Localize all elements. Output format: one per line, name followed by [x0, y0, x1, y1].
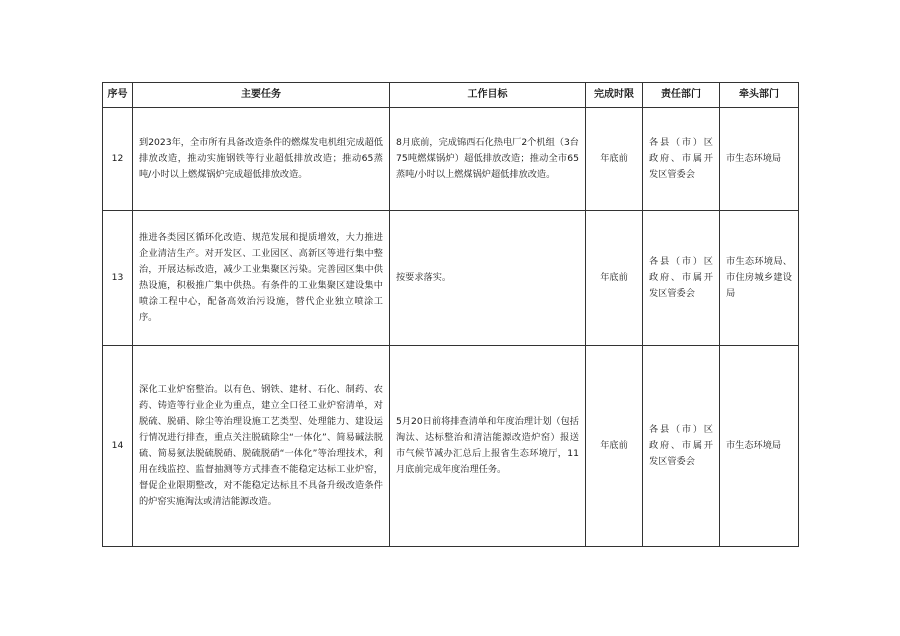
- header-lead: 牵头部门: [720, 83, 799, 108]
- row-responsible: 各县（市）区政府、市属开发区管委会: [643, 346, 720, 547]
- row-task: 深化工业炉窑整治。以有色、钢铁、建材、石化、制药、农药、铸造等行业企业为重点，建立全口径工业炉窑清单，对脱硫、脱硝、除尘等治理设施工艺类型、处理能力、建设运行情况进行排查，重点关注脱硫除尘“一体化”、简易碱法脱硫、简易氨法脱硫脱硝、脱硫脱硝“一体化”等治理技术，利用在线监控、监督抽测等方式排查不能稳定达标工业炉窑，督促企业限期整改，对不能稳定达标且不具备升级改造条件的炉窑实施淘汰或清洁能源改造。: [133, 346, 390, 547]
- row-lead: 市生态环境局: [720, 108, 799, 211]
- header-task: 主要任务: [133, 83, 390, 108]
- row-deadline: 年底前: [586, 346, 643, 547]
- task-table: [102, 82, 799, 547]
- table-row: [103, 346, 799, 547]
- header-responsible: 责任部门: [643, 83, 720, 108]
- row-goal: 8月底前，完成锦西石化热电厂2个机组（3台75吨燃煤锅炉）超低排放改造；推动全市65蒸吨/小时以上燃煤锅炉超低排放改造。: [390, 108, 586, 211]
- table-row: [103, 108, 799, 211]
- row-deadline: 年底前: [586, 108, 643, 211]
- row-responsible: 各县（市）区政府、市属开发区管委会: [643, 108, 720, 211]
- header-goal: 工作目标: [390, 83, 586, 108]
- header-index: 序号: [103, 83, 133, 108]
- row-goal: 5月20日前将排查清单和年度治理计划（包括淘汰、达标整治和清洁能源改造炉窑）报送市气候节减办汇总后上报省生态环境厅，11月底前完成年度治理任务。: [390, 346, 586, 547]
- row-deadline: 年底前: [586, 211, 643, 346]
- row-index: 14: [103, 346, 133, 547]
- row-lead: 市生态环境局: [720, 346, 799, 547]
- header-deadline: 完成时限: [586, 83, 643, 108]
- row-task: 推进各类园区循环化改造、规范发展和提质增效，大力推进企业清洁生产。对开发区、工业园区、高新区等进行集中整治，开展达标改造，减少工业集聚区污染。完善园区集中供热设施，积极推广集中供热。有条件的工业集聚区建设集中喷涂工程中心，配备高效治污设施，替代企业独立喷涂工序。: [133, 211, 390, 346]
- table-header-row: [103, 83, 799, 108]
- row-task: 到2023年，全市所有具备改造条件的燃煤发电机组完成超低排放改造，推动实施钢铁等行业超低排放改造；推动65蒸吨/小时以上燃煤锅炉完成超低排放改造。: [133, 108, 390, 211]
- row-lead: 市生态环境局、市住房城乡建设局: [720, 211, 799, 346]
- table-row: [103, 211, 799, 346]
- row-goal: 按要求落实。: [390, 211, 586, 346]
- row-index: 13: [103, 211, 133, 346]
- row-index: 12: [103, 108, 133, 211]
- row-responsible: 各县（市）区政府、市属开发区管委会: [643, 211, 720, 346]
